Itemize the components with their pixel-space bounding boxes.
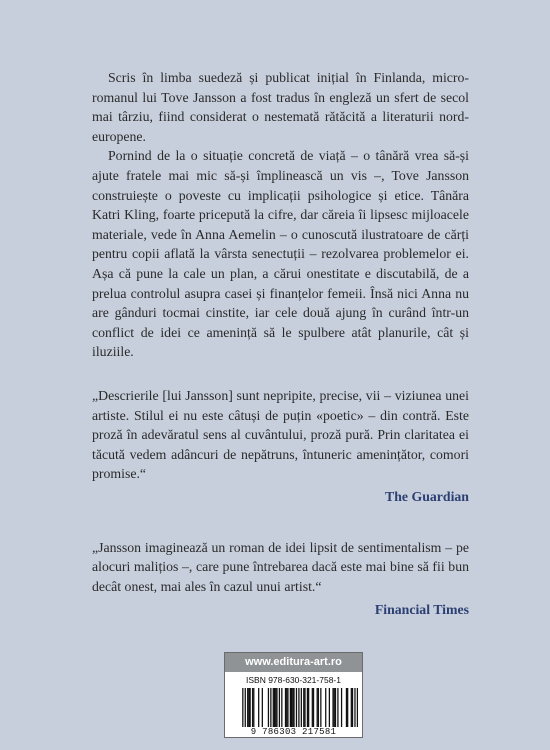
review-quote: „Descrierile [lui Jansson] sunt nepripite, precise, vii – viziunea unei artiste. Stilul ei nu este câtuși de puțin «poetic» – din contră. Este proză în adevăratul sens al cuvântului, proză pură. Prin claritatea ei tăcută vedem adâncuri de nepătruns, întuneric amenințător, comori promise.“ [92, 387, 469, 482]
barcode-bar [316, 688, 317, 728]
barcode-bar [248, 688, 249, 728]
barcode-bar [251, 688, 252, 728]
barcode-bar [289, 688, 290, 728]
barcode-digits: 9 786303 217581 [230, 727, 358, 737]
barcode-bar [334, 688, 335, 728]
barcode-bar [278, 688, 279, 728]
blurb-paragraph-2: Pornind de la o situație concretă de viață – o tânără vrea să-și ajute fratele mai mic să-și împlinească un vis –, Tove Jansson construiește o poveste cu implicații psihologice și etice. Tânăra Katri Kling, foarte pricepută la cifre, dar căreia îi lipsesc mijloacele materiale, vede în Anna Aemelin – o cunoscută ilustratoare de cărți pentru copii aflată la vârsta senectuții – rezolvarea problemelor ei. Așa că pune la cale un plan, a cărui onestitate e discutabilă, de a prelua controlul asupra casei și finanțelor femeii. Însă nici Anna nu are gânduri tocmai cinstite, iar cele două ajung în curând într-un conflict de idei ce amenință să le spulbere atât planurile, cât și iluziile. [92, 148, 469, 360]
barcode-bar [293, 688, 294, 728]
barcode-bar [261, 688, 262, 728]
barcode-bar [270, 688, 271, 728]
barcode-bar [273, 688, 274, 728]
barcode-bar [247, 688, 248, 728]
barcode-bar [281, 688, 282, 728]
review-source: Financial Times [374, 601, 469, 617]
barcode-bar [311, 688, 312, 728]
barcode-bar [333, 688, 334, 728]
blurb-paragraph-1: Scris în limba suedeză și publicat inițial în Finlanda, micro-romanul lui Tove Jansson a fost tradus în engleză un sfert de secol mai târziu, fiind considerat o nestemată rătăcită a literaturii nord-europene. [92, 70, 469, 144]
review-financial-times [92, 538, 469, 619]
barcode-bar [320, 688, 321, 728]
back-cover-text [92, 68, 469, 619]
barcode-bar [304, 688, 305, 728]
barcode-bar [325, 688, 326, 728]
barcode-bar [267, 688, 268, 728]
barcode-bar [272, 688, 273, 728]
barcode-bar [317, 688, 318, 728]
barcode [230, 686, 358, 736]
barcode-bar [275, 688, 276, 728]
barcode-bar [350, 688, 351, 728]
barcode-bar [337, 688, 338, 728]
barcode-bar [290, 688, 291, 728]
barcode-bar [351, 688, 352, 728]
barcode-bar [295, 688, 296, 728]
barcode-bar [312, 688, 313, 728]
barcode-bar [347, 688, 348, 728]
barcode-bar [249, 688, 250, 728]
review-source: The Guardian [385, 488, 469, 504]
barcode-bar [284, 688, 285, 728]
publisher-website: www.editura-art.ro [225, 653, 362, 672]
barcode-bar [258, 688, 259, 728]
barcode-bar [328, 688, 329, 728]
barcode-bar [308, 688, 309, 728]
barcode-bar [340, 688, 341, 728]
barcode-bar [292, 688, 293, 728]
barcode-bar [332, 688, 333, 728]
barcode-box [224, 652, 363, 738]
barcode-bar [303, 688, 304, 728]
barcode-bar [286, 688, 287, 728]
review-quote: „Jansson imaginează un roman de idei lipsit de sentimentalism – pe alocuri malițios –, care pune întrebarea dacă este mai bine să fii bun decât onest, mai ales în cazul unui artist.“ [92, 539, 469, 595]
review-guardian [92, 386, 469, 506]
barcode-bar [345, 688, 346, 728]
barcode-bar [276, 688, 277, 728]
barcode-bar [306, 688, 307, 728]
barcode-bar [287, 688, 288, 728]
isbn-text: ISBN 978-630-321-758-1 [246, 675, 341, 685]
barcode-bar [253, 688, 254, 728]
